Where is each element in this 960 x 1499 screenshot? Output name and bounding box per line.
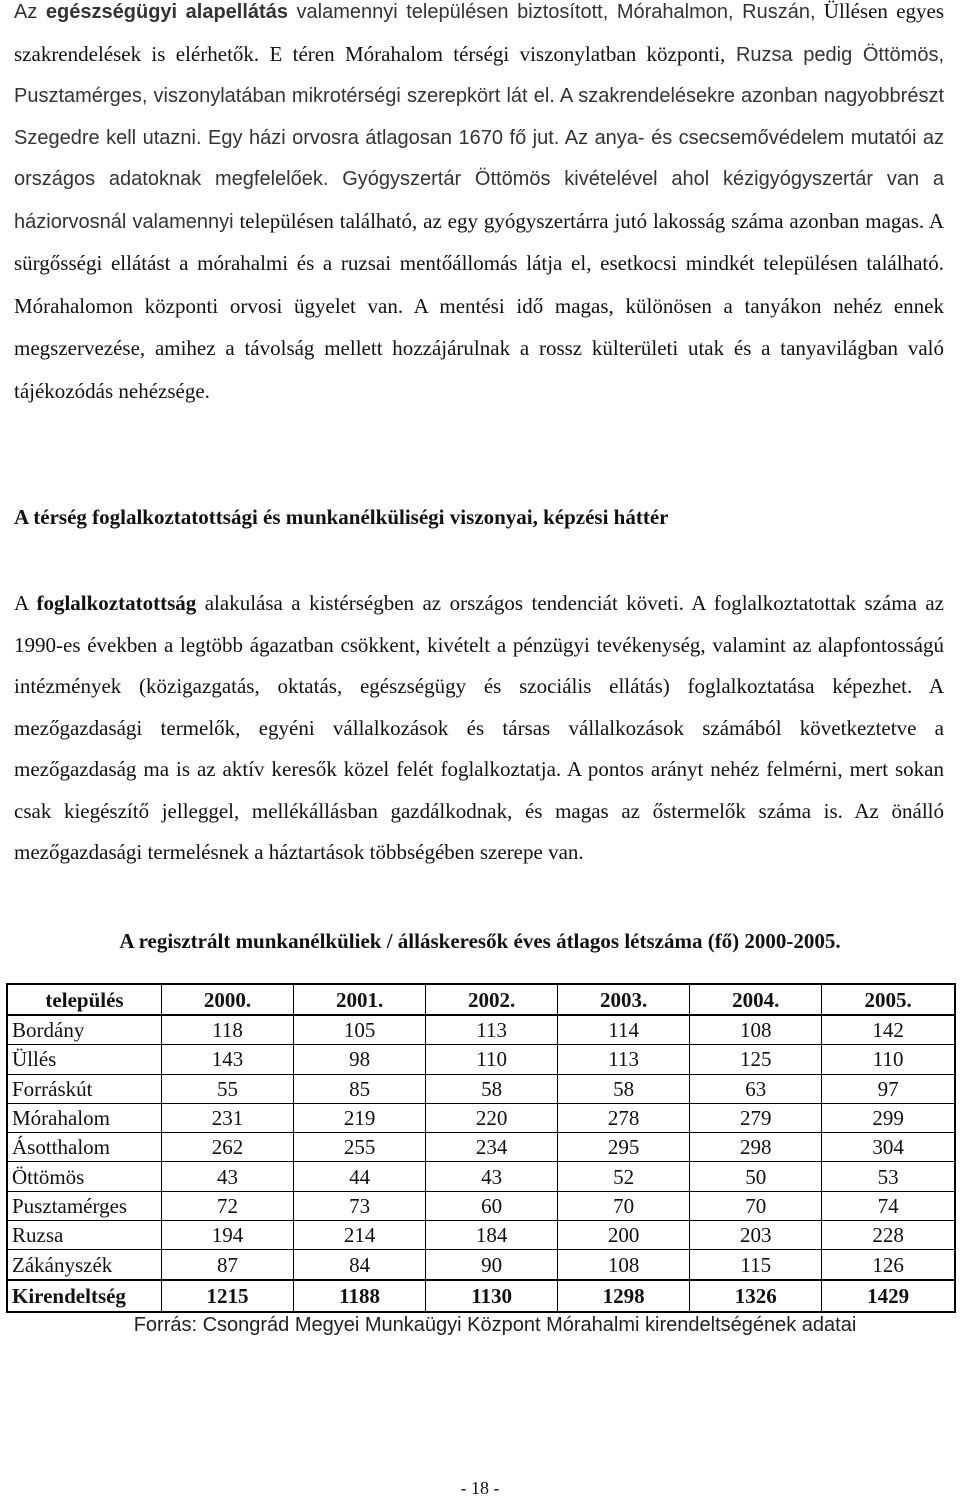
value-cell: 73 [294, 1191, 426, 1220]
table-row [7, 1015, 955, 1045]
value-cell: 279 [690, 1103, 822, 1132]
paragraph-text: Ruzsa pedig Öttömös, Pusztamérges, viszonylatában mikrotérségi szerepkört lát el. A szakrendelésekre azonban nagyobbrészt Szegedre kell utazni. Egy házi orvosra átlagosan 1670 fő jut. Az anya- és csecsemővédelem mutatói az országos adatoknak megfelelőek. Gyógyszertár Öttömös kivételével ahol kézigyógyszertár van a háziorvosnál valamennyi [14, 43, 945, 233]
table-row [7, 1045, 955, 1074]
value-cell: 72 [162, 1191, 294, 1220]
table-row [7, 1191, 955, 1220]
source-note: Forrás: Csongrád Megyei Munkaügyi Központ Mórahalmi kirendeltségének adatai [133, 1314, 857, 1336]
value-cell: 200 [558, 1221, 690, 1250]
value-cell: 126 [822, 1250, 955, 1280]
settlement-cell: Üllés [7, 1045, 162, 1074]
value-cell: 63 [690, 1074, 822, 1103]
settlement-cell: Kirendeltség [7, 1280, 162, 1312]
value-cell: 85 [294, 1074, 426, 1103]
settlement-cell: Ásotthalom [7, 1133, 162, 1162]
value-cell: 110 [822, 1045, 955, 1074]
value-cell: 1298 [558, 1280, 690, 1312]
table-row [7, 1162, 955, 1191]
employment-paragraph [14, 583, 944, 874]
header-cell: 2004. [690, 984, 822, 1015]
value-cell: 125 [690, 1045, 822, 1074]
value-cell: 143 [162, 1045, 294, 1074]
header-cell: 2001. [294, 984, 426, 1015]
value-cell: 60 [426, 1191, 558, 1220]
value-cell: 74 [822, 1191, 955, 1220]
value-cell: 108 [690, 1015, 822, 1045]
value-cell: 203 [690, 1221, 822, 1250]
value-cell: 298 [690, 1133, 822, 1162]
value-cell: 115 [690, 1250, 822, 1280]
value-cell: 70 [690, 1191, 822, 1220]
value-cell: 58 [426, 1074, 558, 1103]
paragraph-text: településen található, az egy gyógyszertárra jutó lakosság száma azonban magas. A sürgősségi ellátást a mórahalmi és a ruzsai mentőállomás látja el, esetkocsi mindkét településen található. Mórahalomon központi orvosi ügyelet van. A mentési idő magas, különösen a tanyákon nehéz ennek megszervezése, amihez a távolság mellett hozzájárulnak a rossz külterületi utak és a tanyavilágban való tájékozódás nehézsége. [14, 208, 944, 403]
header-cell: 2000. [162, 984, 294, 1015]
bold-term: egészségügyi alapellátás [45, 1, 288, 23]
value-cell: 110 [426, 1045, 558, 1074]
paragraph-text: Az [14, 1, 46, 23]
value-cell: 97 [822, 1074, 955, 1103]
table-row [7, 1103, 955, 1132]
value-cell: 44 [294, 1162, 426, 1191]
value-cell: 113 [426, 1015, 558, 1045]
value-cell: 194 [162, 1221, 294, 1250]
value-cell: 295 [558, 1133, 690, 1162]
table-row [7, 1221, 955, 1250]
value-cell: 219 [294, 1103, 426, 1132]
settlement-cell: Ruzsa [7, 1221, 162, 1250]
value-cell: 262 [162, 1133, 294, 1162]
paragraph-text: A [14, 591, 37, 615]
table-row [7, 1074, 955, 1103]
value-cell: 53 [822, 1162, 955, 1191]
header-cell: 2005. [822, 984, 955, 1015]
settlement-cell: Öttömös [7, 1162, 162, 1191]
value-cell: 231 [162, 1103, 294, 1132]
settlement-cell: Mórahalom [7, 1103, 162, 1132]
table-row [7, 1250, 955, 1280]
value-cell: 1130 [426, 1280, 558, 1312]
paragraph-text: alakulása a kistérségben az országos tendenciát követi. A foglalkoztatottak száma az 1990-es években a legtöbb ágazatban csökkent, kivételt a pénzügyi tevékenység, valamint az alapfontosságú intézmények (közigazgatás, oktatás, egészségügy és szociális ellátás) foglalkoztatása képezhet. A mezőgazdasági termelők, egyéni vállalkozások és társas vállalkozások számából következtetve a mezőgazdaság ma is az aktív keresők közel felét foglalkoztatja. A pontos arányt nehéz felmérni, mert sokan csak kiegészítő jelleggel, mellékállásban gazdálkodnak, és magas az őstermelők száma is. Az önálló mezőgazdasági termelésnek a háztartások többségében szerepe van. [14, 591, 944, 864]
table-total-row [7, 1280, 955, 1312]
value-cell: 304 [822, 1133, 955, 1162]
value-cell: 220 [426, 1103, 558, 1132]
value-cell: 113 [558, 1045, 690, 1074]
header-cell: 2002. [426, 984, 558, 1015]
bold-term: foglalkoztatottság [36, 591, 197, 615]
value-cell: 299 [822, 1103, 955, 1132]
value-cell: 108 [558, 1250, 690, 1280]
paragraph-text: valamennyi településen biztosított, Mórahalmon, Ruszán, [287, 1, 816, 23]
header-cell: 2003. [558, 984, 690, 1015]
value-cell: 84 [294, 1250, 426, 1280]
paragraph-text: Üllésen egyes szakrendelések is elérhetők. E téren Mórahalom térségi viszonylatban központi, [14, 0, 945, 66]
settlement-cell: Pusztamérges [7, 1191, 162, 1220]
value-cell: 228 [822, 1221, 955, 1250]
settlement-cell: Bordány [7, 1015, 162, 1045]
value-cell: 1188 [294, 1280, 426, 1312]
value-cell: 58 [558, 1074, 690, 1103]
value-cell: 1326 [690, 1280, 822, 1312]
value-cell: 214 [294, 1221, 426, 1250]
value-cell: 90 [426, 1250, 558, 1280]
table-title: A regisztrált munkanélküliek / álláskeresők éves átlagos létszáma (fő) 2000-2005. [119, 929, 841, 953]
settlement-cell: Forráskút [7, 1074, 162, 1103]
value-cell: 50 [690, 1162, 822, 1191]
value-cell: 1429 [822, 1280, 955, 1312]
value-cell: 118 [162, 1015, 294, 1045]
value-cell: 142 [822, 1015, 955, 1045]
value-cell: 114 [558, 1015, 690, 1045]
value-cell: 1215 [162, 1280, 294, 1312]
table-header-row [7, 984, 955, 1015]
settlement-cell: Zákányszék [7, 1250, 162, 1280]
value-cell: 234 [426, 1133, 558, 1162]
value-cell: 70 [558, 1191, 690, 1220]
value-cell: 105 [294, 1015, 426, 1045]
table-body [7, 1015, 955, 1312]
healthcare-paragraph [14, 0, 944, 413]
value-cell: 98 [294, 1045, 426, 1074]
value-cell: 278 [558, 1103, 690, 1132]
value-cell: 87 [162, 1250, 294, 1280]
value-cell: 43 [162, 1162, 294, 1191]
unemployment-table [6, 983, 956, 1313]
section-heading: A térség foglalkoztatottsági és munkanélküliségi viszonyai, képzési háttér [14, 505, 669, 529]
value-cell: 184 [426, 1221, 558, 1250]
page-number: - 18 - [460, 1478, 500, 1498]
value-cell: 55 [162, 1074, 294, 1103]
value-cell: 255 [294, 1133, 426, 1162]
value-cell: 43 [426, 1162, 558, 1191]
value-cell: 52 [558, 1162, 690, 1191]
header-cell: település [7, 984, 162, 1015]
table-row [7, 1133, 955, 1162]
